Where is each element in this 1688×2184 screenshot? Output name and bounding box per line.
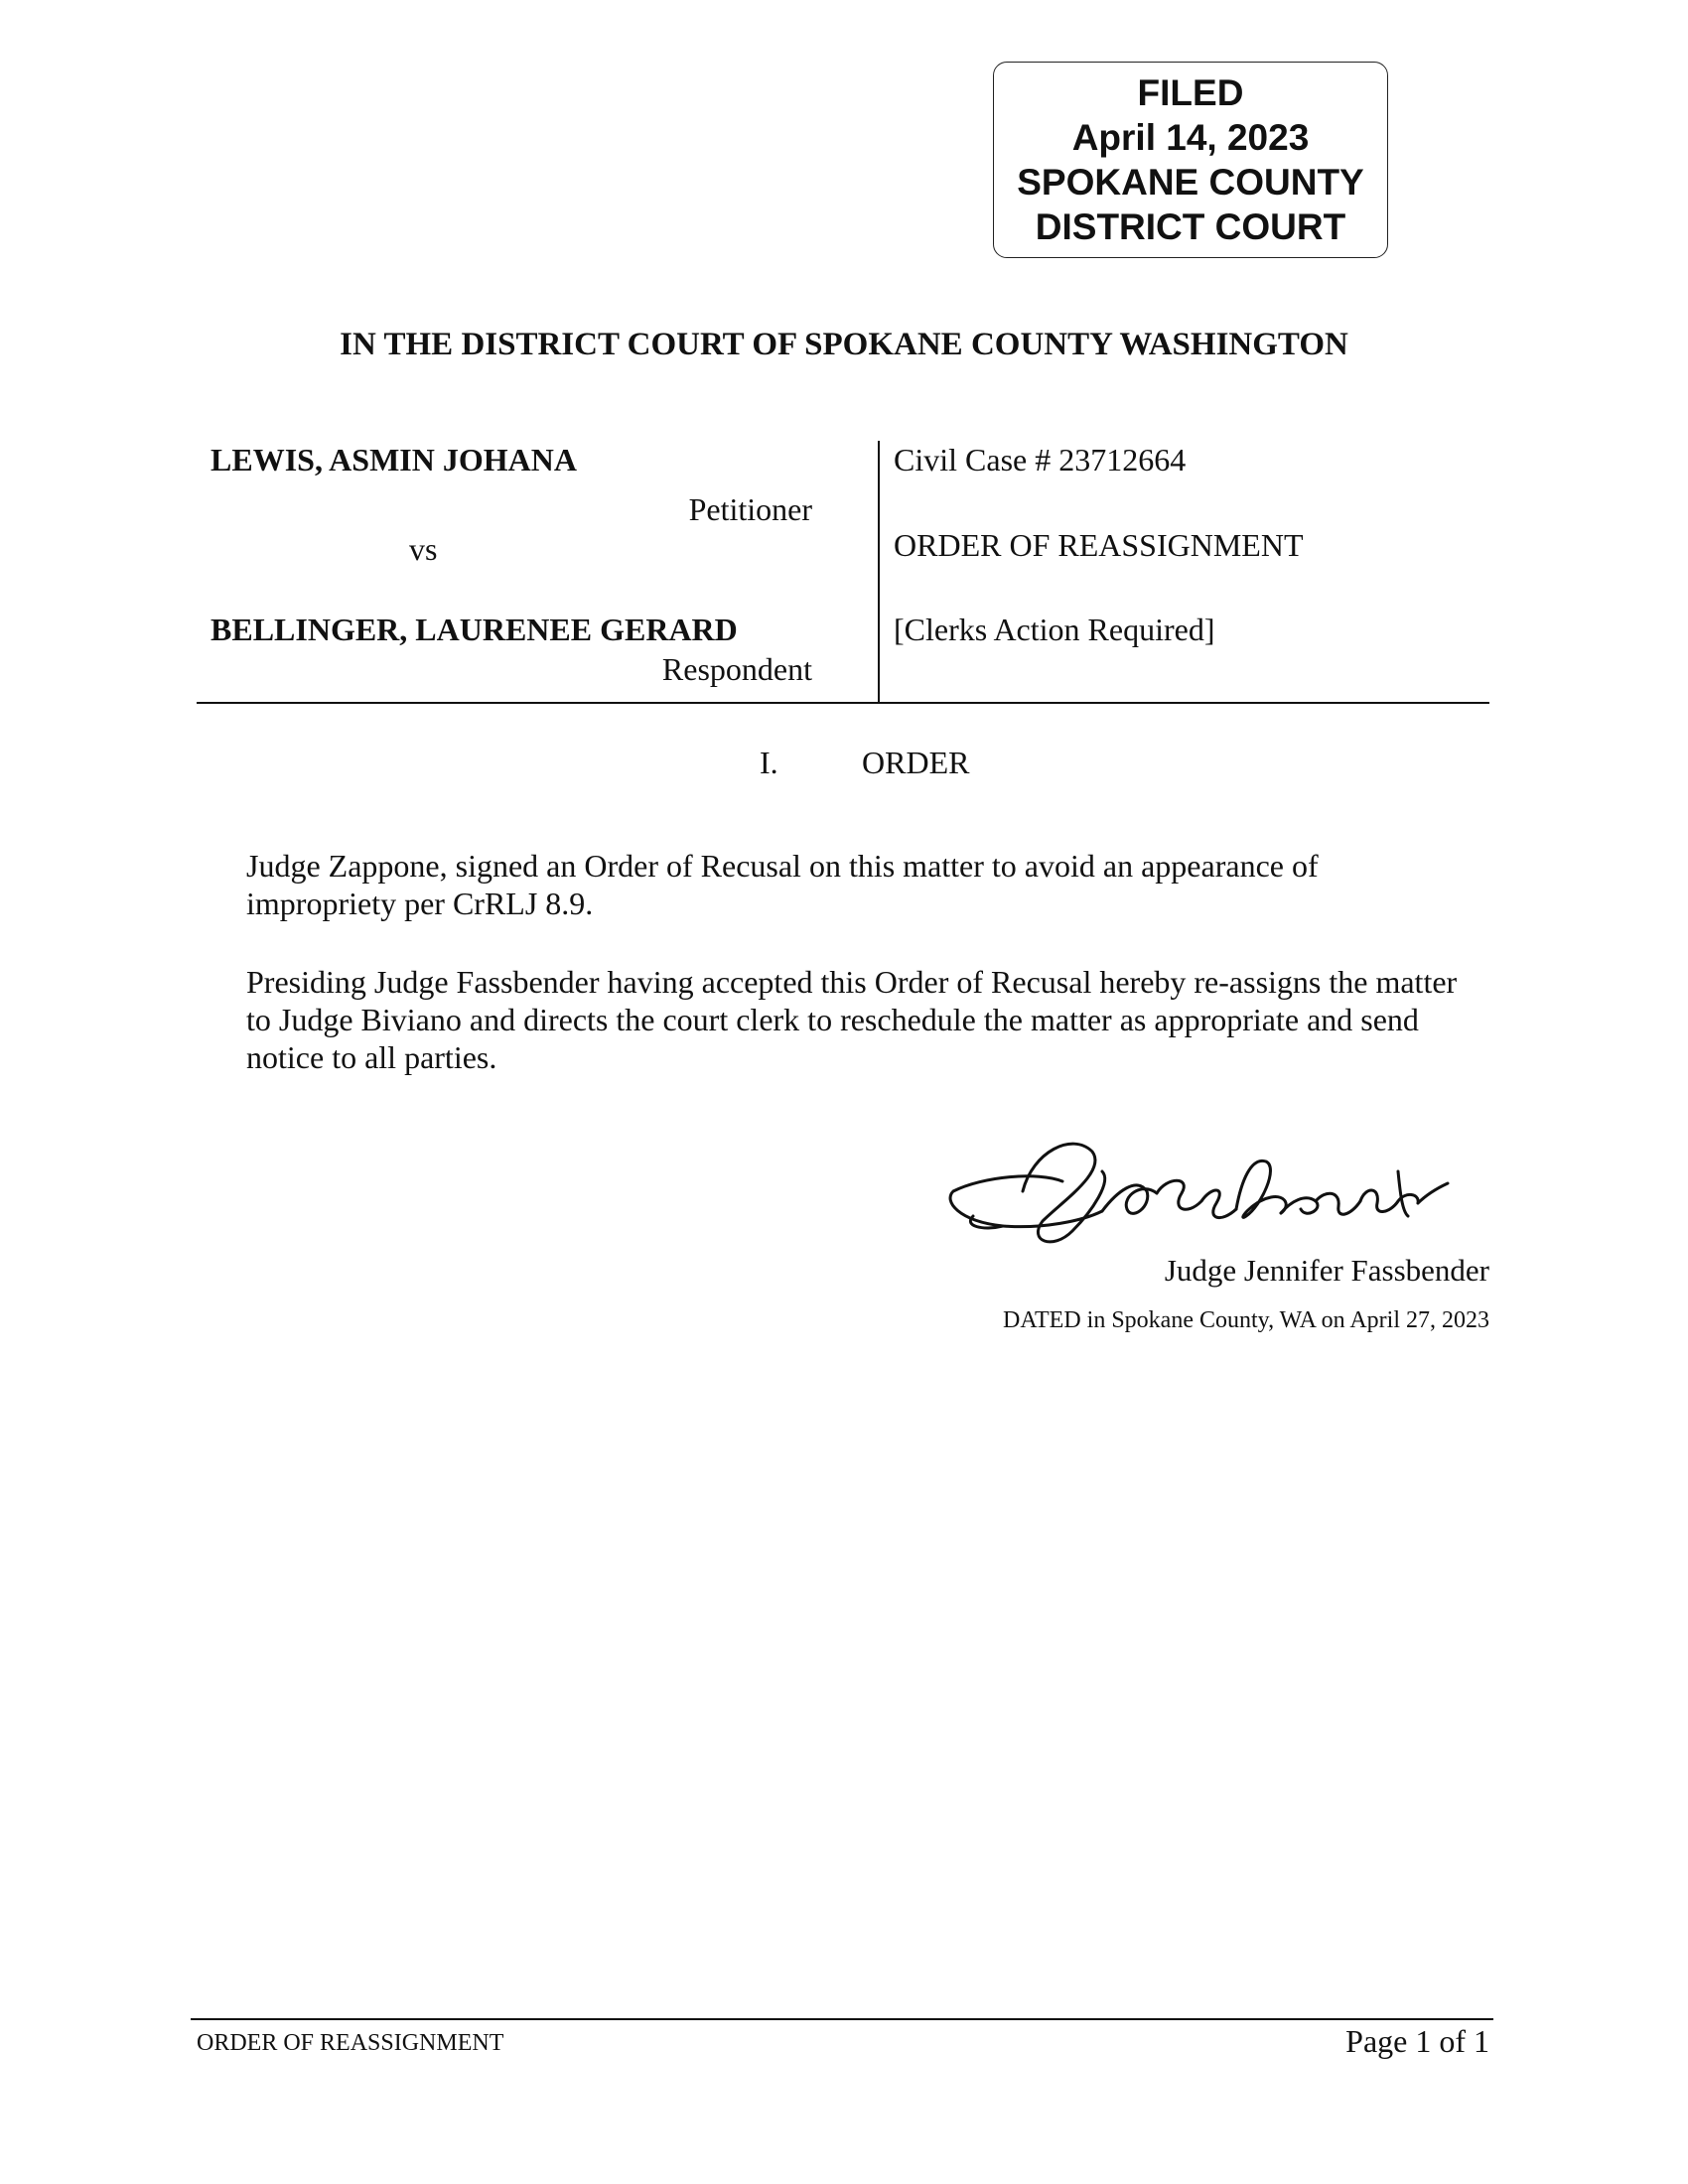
- section-title: ORDER: [862, 745, 970, 780]
- section-number: I.: [760, 745, 778, 780]
- petitioner-name: LEWIS, ASMIN JOHANA: [211, 442, 577, 478]
- footer-rule: [191, 2018, 1493, 2020]
- reassignment-paragraph: Presiding Judge Fassbender having accepted this Order of Recusal hereby re-assigns the matter to Judge Biviano and directs the court clerk to reschedule the matter as appropriate and send notice to all parties.: [246, 964, 1458, 1075]
- case-number: Civil Case # 23712664: [894, 442, 1187, 478]
- court-heading: IN THE DISTRICT COURT OF SPOKANE COUNTY WASHINGTON: [340, 327, 1348, 362]
- page-number: Page 1 of 1: [1345, 2023, 1489, 2059]
- dated-line: DATED in Spokane County, WA on April 27, 2023: [1003, 1307, 1489, 1333]
- stamp-line-county: SPOKANE COUNTY: [1017, 162, 1364, 203]
- stamp-line-date: April 14, 2023: [1071, 117, 1310, 158]
- judge-signature-image: [943, 1132, 1450, 1261]
- document-title: ORDER OF REASSIGNMENT: [894, 527, 1304, 563]
- filed-stamp: [993, 62, 1388, 258]
- footer-document-title: ORDER OF REASSIGNMENT: [197, 2030, 504, 2056]
- stamp-line-filed: FILED: [1137, 72, 1244, 113]
- stamp-line-court: DISTRICT COURT: [1035, 206, 1346, 247]
- respondent-name: BELLINGER, LAURENEE GERARD: [211, 612, 738, 647]
- petitioner-role: Petitioner: [688, 491, 812, 527]
- respondent-role: Respondent: [661, 651, 812, 687]
- judge-name: Judge Jennifer Fassbender: [1164, 1253, 1489, 1288]
- versus-label: vs: [409, 531, 438, 567]
- caption-divider: [878, 441, 880, 702]
- recusal-paragraph: Judge Zappone, signed an Order of Recusal on this matter to avoid an appearance of impropriety per CrRLJ 8.9.: [246, 848, 1319, 921]
- clerk-action-note: [Clerks Action Required]: [894, 612, 1215, 647]
- caption-bottom-rule: [197, 702, 1489, 704]
